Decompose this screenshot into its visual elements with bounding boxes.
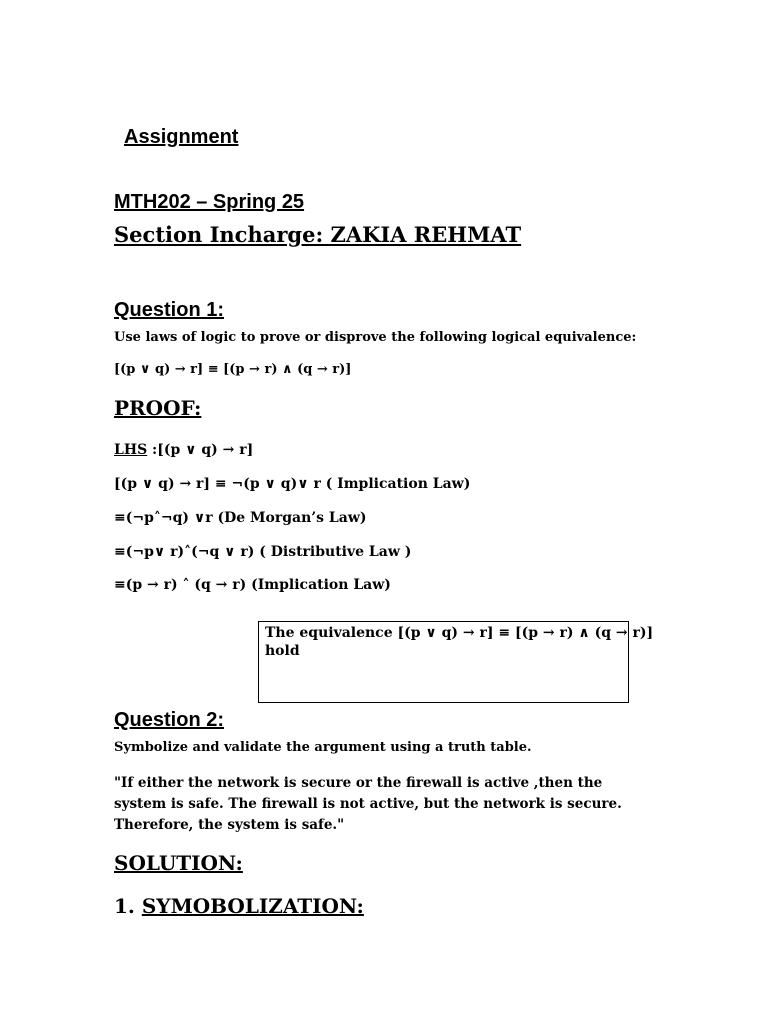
question-2-heading: Question 2: [114, 709, 225, 731]
conclusion-line-1: The equivalence [(p ∨ q) → r] ≡ [(p → r) ∧ (q → r)] [265, 625, 654, 641]
lhs-expression: :[(p ∨ q) → r] [147, 442, 254, 458]
question-2-instruction: Symbolize and validate the argument using a truth table. [114, 740, 532, 755]
proof-step-1: [(p ∨ q) → r] ≡ ¬(p ∨ q)∨ r ( Implication Law) [114, 476, 471, 492]
proof-step-4: ≡(p → r) ˄ (q → r) (Implication Law) [114, 577, 391, 593]
conclusion-line-2: hold [265, 643, 300, 659]
symbolization-number: 1. [114, 894, 142, 918]
lhs-label: LHS [114, 442, 148, 458]
assignment-heading: Assignment [124, 126, 239, 148]
conclusion-box [258, 621, 654, 703]
course-title: MTH202 – Spring 25 [114, 191, 305, 213]
lhs-line [114, 442, 253, 458]
proof-step-3: ≡(¬p∨ r)˄(¬q ∨ r) ( Distributive Law ) [114, 544, 412, 560]
question-1-heading: Question 1: [114, 299, 225, 321]
solution-heading: SOLUTION: [114, 851, 243, 875]
argument-text: "If either the network is secure or the firewall is active ,then the system is safe. The firewall is not active, but the network is secure. Therefore, the system is safe." [114, 775, 622, 833]
proof-step-2: ≡(¬p˄¬q) ∨r (De Morgan’s Law) [114, 510, 367, 526]
proof-heading: PROOF: [114, 396, 202, 420]
symbolization-title: SYMOBOLIZATION: [141, 894, 364, 918]
symbolization-heading [114, 894, 364, 918]
question-1-instruction: Use laws of logic to prove or disprove the following logical equivalence: [114, 330, 637, 345]
section-incharge: Section Incharge: ZAKIA REHMAT [114, 222, 522, 247]
question-1-expression: [(p ∨ q) → r] ≡ [(p → r) ∧ (q → r)] [114, 362, 352, 377]
